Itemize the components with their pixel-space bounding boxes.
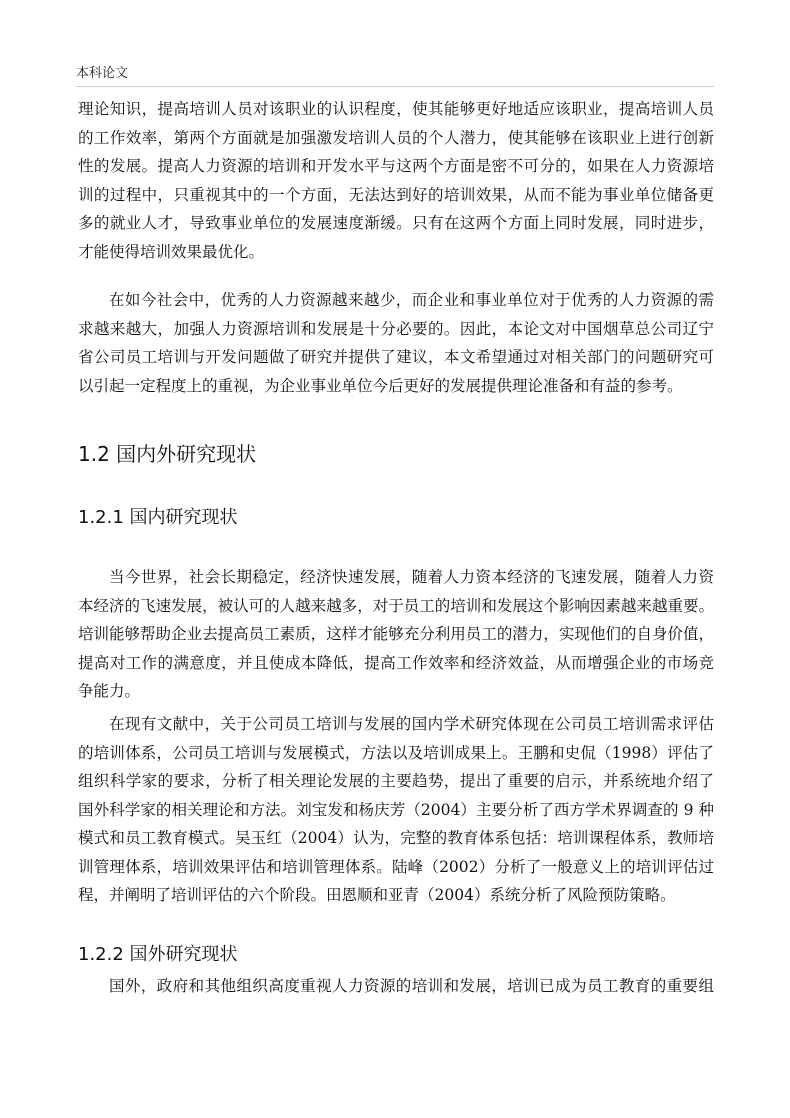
running-header: 本科论文 — [76, 66, 129, 81]
header-divider — [76, 86, 714, 87]
text-line: 争能力。 — [78, 682, 141, 700]
text-line: 当今世界，社会长期稳定，经济快速发展，随着人力资本经济的飞速发展，随着人力资 — [109, 568, 714, 586]
text-line: 才能使得培训效果最优化。 — [78, 242, 265, 261]
paragraph-foreign-intro — [78, 972, 714, 1001]
paragraph-significance — [78, 286, 714, 400]
text-line: 模式和员工教育模式。吴玉红（2004）认为，完整的教育体系包括：培训课程体系，教师培 — [78, 829, 714, 847]
text-line: 组织科学家的要求，分析了相关理论发展的主要趋势，提出了重要的启示，并系统地介绍了 — [78, 772, 714, 790]
text-line: 以引起一定程度上的重视，为企业事业单位今后更好的发展提供理论准备和有益的参考。 — [78, 376, 683, 395]
text-line: 性的发展。提高人力资源的培训和开发水平与这两个方面是密不可分的，如果在人力资源培 — [78, 157, 714, 175]
paragraph-domestic-intro — [78, 563, 714, 706]
text-line: 国外，政府和其他组织高度重视人力资源的培训和发展，培训已成为员工教育的重要组 — [109, 977, 714, 995]
text-line: 提高对工作的满意度，并且使成本降低，提高工作效率和经济效益，从而增强企业的市场竞 — [78, 653, 714, 672]
text-line: 本经济的飞速发展，被认可的人越来越多，对于员工的培训和发展这个影响因素越来越重要。 — [78, 596, 714, 615]
text-line: 多的就业人才，导致事业单位的发展速度渐缓。只有在这两个方面上同时发展，同时进步， — [78, 214, 714, 232]
text-line: 求越来越大，加强人力资源培训和发展是十分必要的。因此，本论文对中国烟草总公司辽宁 — [78, 319, 714, 338]
text-line: 国外科学家的相关理论和方法。刘宝发和杨庆芳（2004）主要分析了西方学术界调查的 9 种 — [78, 800, 714, 819]
text-line: 训管理体系，培训效果评估和培训管理体系。陆峰（2002）分析了一般意义上的培训评估过 — [78, 857, 714, 876]
text-line: 理论知识，提高培训人员对该职业的认识程度，使其能够更好地适应该职业，提高培训人员 — [78, 100, 714, 118]
text-line: 培训能够帮助企业去提高员工素质，这样才能够充分利用员工的潜力，实现他们的自身价值， — [78, 625, 714, 643]
text-line: 训的过程中，只重视其中的一个方面，无法达到好的培训效果，从而不能为事业单位储备更 — [78, 185, 714, 204]
paragraph-domestic-literature — [78, 710, 714, 910]
section-heading-1-2-1: 1.2.1 国内研究现状 — [78, 507, 238, 528]
text-line: 在如今社会中，优秀的人力资源越来越少，而企业和事业单位对于优秀的人力资源的需 — [109, 291, 714, 309]
paragraph-continuation — [78, 95, 714, 266]
text-line: 的培训体系，公司员工培训与发展模式，方法以及培训成果上。王鹏和史侃（1998）评估了 — [78, 743, 714, 762]
text-line: 在现有文献中，关于公司员工培训与发展的国内学术研究体现在公司员工培训需求评估 — [109, 715, 714, 733]
text-line: 的工作效率，第两个方面就是加强激发培训人员的个人潜力，使其能够在该职业上进行创新 — [78, 128, 714, 147]
text-line: 程，并阐明了培训评估的六个阶段。田恩顺和亚青（2004）系统分析了风险预防策略。 — [78, 886, 676, 904]
section-heading-1-2-2: 1.2.2 国外研究现状 — [78, 944, 238, 965]
section-heading-1-2: 1.2 国内外研究现状 — [78, 442, 257, 466]
text-line: 省公司员工培训与开发问题做了研究并提供了建议，本文希望通过对相关部门的问题研究可 — [78, 348, 714, 366]
